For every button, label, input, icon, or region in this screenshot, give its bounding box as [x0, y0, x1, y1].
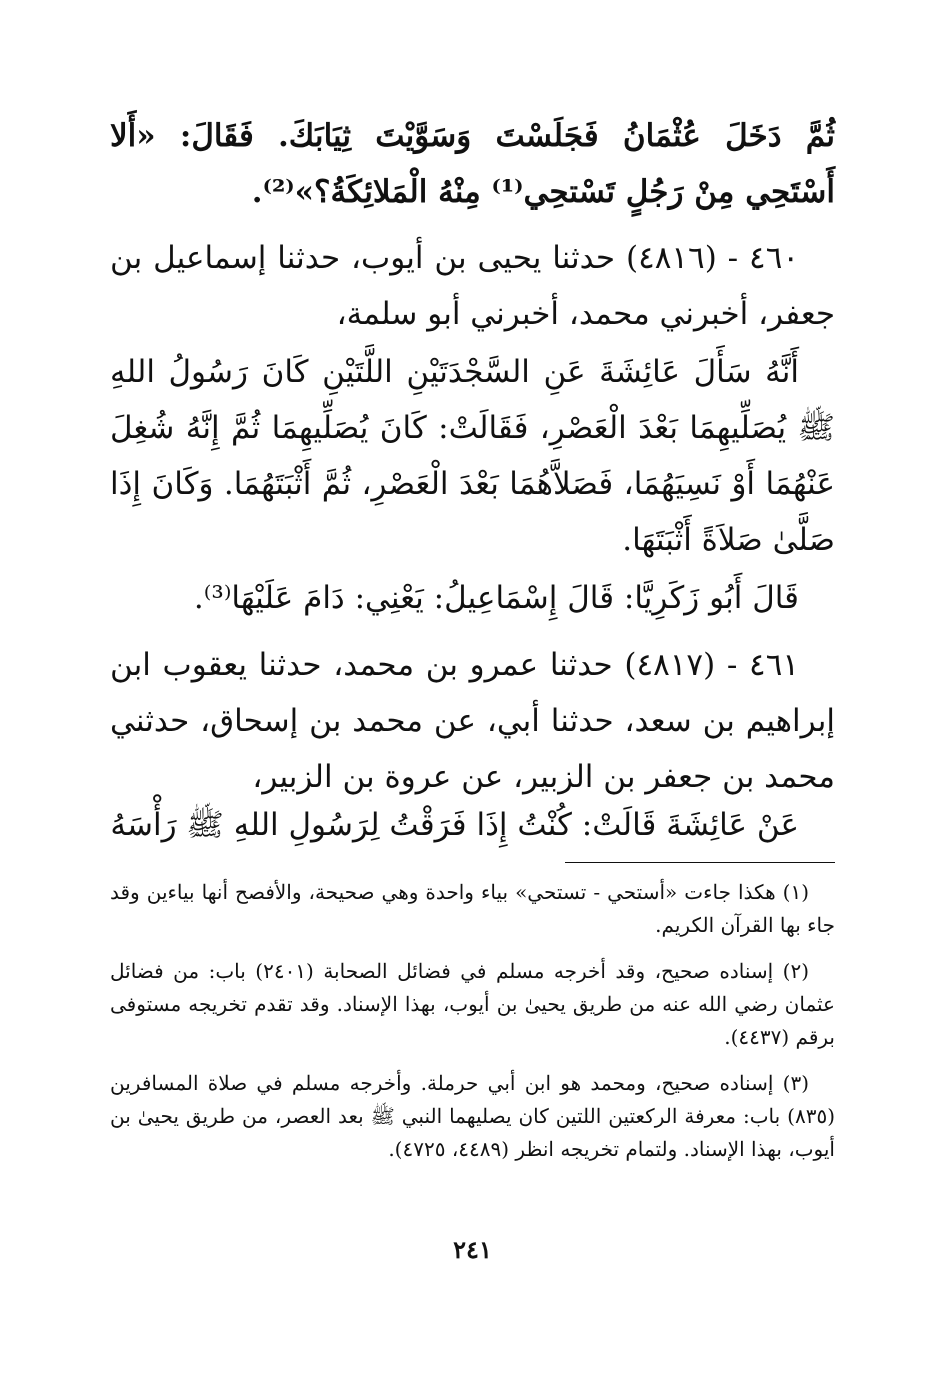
hadith-461-matn: عَنْ عَائِشَةَ قَالَتْ: كُنْتُ إِذَا فَرَقْتُ لِرَسُولِ اللهِ ﷺ رَأْسَهُ [110, 807, 799, 843]
hadith-461-isnad: ٤٦١ - (٤٨١٧) حدثنا عمرو بن محمد، حدثنا يعقوب ابن إبراهيم بن سعد، حدثنا أبي، عن محمد بن إسحاق، حدثني محمد بن جعفر بن الزبير، عن عروة بن الزبير، [110, 647, 835, 795]
hadith-460-commentary: قَالَ أَبُو زَكَرِيَّا: قَالَ إِسْمَاعِيلُ: يَعْنِي: دَامَ عَلَيْهَا⁽³⁾. [193, 580, 799, 616]
footnote-1: (١) هكذا جاءت «أستحي - تستحي» بياء واحدة وهي صحيحة، والأفصح أنها بياءين وقد جاء بها القرآن الكريم. [110, 880, 835, 937]
page-number: ٢٤١ [453, 1235, 492, 1264]
footnote-3: (٣) إسناده صحيح، ومحمد هو ابن أبي حرملة. وأخرجه مسلم في صلاة المسافرين (٨٣٥) باب: معرفة الركعتين اللتين كان يصليهما النبي ﷺ بعد العصر، من طريق يحيىٰ بن أيوب، بهذا الإسناد. ولتمام تخريجه انظر (٤٤٨٩، ٤٧٢٥). [110, 1071, 835, 1161]
hadith-460-isnad: ٤٦٠ - (٤٨١٦) حدثنا يحيى بن أيوب، حدثنا إسماعيل بن جعفر، أخبرني محمد، أخبرني أبو سلمة، [110, 240, 835, 332]
footnote-2: (٢) إسناده صحيح، وقد أخرجه مسلم في فضائل الصحابة (٢٤٠١) باب: من فضائل عثمان رضي الله عنه من طريق يحيىٰ بن أيوب، بهذا الإسناد. وقد تقدم تخريجه مستوفى برقم (٤٤٣٧). [110, 959, 835, 1049]
footnote-divider [565, 862, 835, 863]
hadith-text-continuation: ثُمَّ دَخَلَ عُثْمَانُ فَجَلَسْتَ وَسَوَّيْتَ ثِيَابَكَ. فَقَالَ: «أَلا أَسْتَحِي مِنْ رَجُلٍ تَسْتحِي⁽¹⁾ مِنْهُ الْمَلائِكَةُ؟»⁽²⁾. [110, 118, 835, 210]
hadith-460-matn: أَنَّهُ سَأَلَ عَائِشَةَ عَنِ السَّجْدَتَيْنِ اللَّتَيْنِ كَانَ رَسُولُ اللهِ ﷺ يُصَلِّيهِمَا بَعْدَ الْعَصْرِ، فَقَالَتْ: كَانَ يُصَلِّيهِمَا ثُمَّ إِنَّهُ شُغِلَ عَنْهُمَا أَوْ نَسِيَهُمَا، فَصَلاَّهُمَا بَعْدَ الْعَصْرِ، ثُمَّ أَثْبَتَهُمَا. وَكَانَ إِذَا صَلَّىٰ صَلاَةً أَثْبَتَهَا. [110, 354, 835, 558]
